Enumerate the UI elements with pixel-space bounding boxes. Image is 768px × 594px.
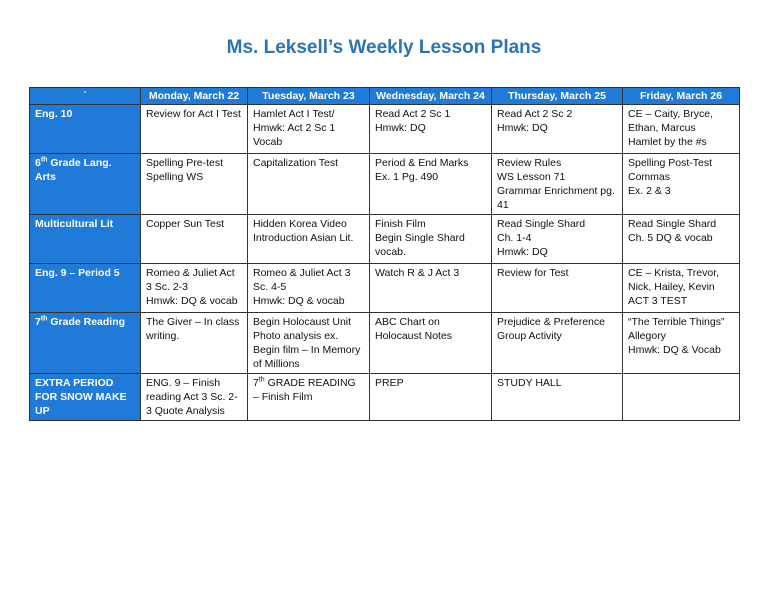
plan-cell-friday <box>623 105 740 154</box>
plan-line: CE – Krista, Trevor, Nick, Hailey, Kevin <box>628 267 720 293</box>
plan-line: Read Act 2 Sc 2 <box>497 108 573 120</box>
plan-cell-monday <box>141 264 248 313</box>
plan-line: STUDY HALL <box>497 377 562 389</box>
plan-line: Hmwk: DQ & Vocab <box>628 344 721 356</box>
plan-cell-friday <box>623 374 740 421</box>
plan-line: PREP <box>375 377 404 389</box>
plan-cell-wednesday <box>370 105 492 154</box>
plan-cell-tuesday <box>248 264 370 313</box>
plan-cell-tuesday <box>248 154 370 215</box>
plan-cell-friday <box>623 215 740 264</box>
class-label-text: Multicultural Lit <box>35 218 114 230</box>
plan-line: Review for Test <box>497 267 569 279</box>
class-label-rest: Grade Reading <box>47 316 126 328</box>
table-row <box>30 105 740 154</box>
plan-line: Read Act 2 Sc 1 <box>375 108 451 120</box>
plan-line: Hmwk: DQ <box>375 122 426 134</box>
plan-line: Prejudice & Preference Group Activity <box>497 316 605 342</box>
plan-cell-tuesday <box>248 215 370 264</box>
page-title: Ms. Leksell’s Weekly Lesson Plans <box>226 37 542 58</box>
plan-cell-wednesday <box>370 374 492 421</box>
plan-line: Introduction Asian Lit. <box>253 232 354 244</box>
class-label <box>30 105 141 154</box>
plan-cell-friday <box>623 154 740 215</box>
plan-line: ACT 3 TEST <box>628 295 688 307</box>
plan-cell-wednesday <box>370 154 492 215</box>
plan-cell-friday <box>623 313 740 374</box>
plan-line: Romeo & Juliet Act 3 Sc. 4-5 <box>253 267 351 293</box>
class-label-text: Eng. 9 – Period 5 <box>35 267 120 279</box>
plan-cell-thursday <box>492 374 623 421</box>
plan-line: Hmwk: DQ <box>497 122 548 134</box>
plan-cell-tuesday <box>248 313 370 374</box>
plan-line: Spelling Post-Test <box>628 157 713 169</box>
plan-line: Read Single Shard <box>497 218 586 230</box>
plan-line: Hamlet by the #s <box>628 136 707 148</box>
plan-cell-thursday <box>492 215 623 264</box>
class-label-text: 7 <box>35 316 41 328</box>
plan-line: ABC Chart on Holocaust Notes <box>375 316 453 342</box>
plan-cell-monday <box>141 215 248 264</box>
plan-cell-thursday <box>492 154 623 215</box>
plan-line: Ex. 2 & 3 <box>628 185 671 197</box>
plan-line: Begin Single Shard vocab. <box>375 232 465 258</box>
plan-line: Review Rules <box>497 157 562 169</box>
day-header-thursday: Thursday, March 25 <box>492 88 623 105</box>
day-header-wednesday: Wednesday, March 24 <box>370 88 492 105</box>
plan-line: Ch. 5 DQ & vocab <box>628 232 713 244</box>
class-label <box>30 215 141 264</box>
plan-cell-thursday <box>492 264 623 313</box>
plan-line: Begin Holocaust Unit <box>253 316 352 328</box>
plan-line: “The Terrible Things” Allegory <box>628 316 725 342</box>
plan-line: Hmwk: DQ & vocab <box>253 295 345 307</box>
plan-line: Hmwk: DQ <box>497 246 548 258</box>
plan-cell-wednesday <box>370 215 492 264</box>
plan-cell-friday <box>623 264 740 313</box>
plan-cell-wednesday <box>370 264 492 313</box>
table-row <box>30 264 740 313</box>
plan-cell-thursday <box>492 105 623 154</box>
plan-line: Watch R & J Act 3 <box>375 267 460 279</box>
plan-cell-thursday <box>492 313 623 374</box>
plan-line: Hidden Korea Video <box>253 218 347 230</box>
class-label-text: EXTRA PERIOD FOR SNOW MAKE UP <box>35 377 127 417</box>
plan-line: CE – Caity, Bryce, Ethan, Marcus <box>628 108 713 134</box>
lesson-plan-table <box>29 87 740 421</box>
class-label <box>30 374 141 421</box>
class-label-text: 6 <box>35 157 41 169</box>
day-header-monday: Monday, March 22 <box>141 88 248 105</box>
class-label <box>30 313 141 374</box>
plan-line: Hmwk: DQ & vocab <box>146 295 238 307</box>
plan-cell-monday <box>141 154 248 215</box>
plan-line: Period & End Marks <box>375 157 469 169</box>
class-label-superscript: th <box>40 315 48 323</box>
class-label <box>30 264 141 313</box>
header-row <box>30 88 740 105</box>
plan-line: WS Lesson 71 <box>497 171 566 183</box>
plan-line: Spelling Pre-test <box>146 157 224 169</box>
plan-line: The Giver – In class writing. <box>146 316 240 342</box>
plan-cell-monday <box>141 313 248 374</box>
table-row <box>30 374 740 421</box>
plan-line: 7th GRADE READING – Finish Film <box>253 376 356 403</box>
plan-line: Commas <box>628 171 671 183</box>
plan-cell-wednesday <box>370 313 492 374</box>
plan-line: Finish Film <box>375 218 426 230</box>
plan-cell-monday <box>141 374 248 421</box>
plan-line: Grammar Enrichment pg. 41 <box>497 185 615 211</box>
class-label-rest: Grade Lang. Arts <box>35 157 112 183</box>
plan-cell-tuesday <box>248 105 370 154</box>
plan-line: Capitalization Test <box>253 157 339 169</box>
plan-line: Hamlet Act I Test/ Hmwk: Act 2 Sc 1 Vocab <box>253 108 336 148</box>
table-row <box>30 154 740 215</box>
plan-line: Ch. 1-4 <box>497 232 532 244</box>
plan-line: Copper Sun Test <box>146 218 225 230</box>
plan-line: Spelling WS <box>146 171 204 183</box>
day-header-tuesday: Tuesday, March 23 <box>248 88 370 105</box>
plan-line: Begin film – In Memory of Millions <box>253 344 361 370</box>
plan-line: Romeo & Juliet Act 3 Sc. 2-3 <box>146 267 235 293</box>
table-row <box>30 313 740 374</box>
corner-cell: ` <box>30 88 141 105</box>
day-header-friday: Friday, March 26 <box>623 88 740 105</box>
class-label <box>30 154 141 215</box>
class-label-superscript: th <box>40 156 48 164</box>
plan-cell-monday <box>141 105 248 154</box>
plan-line: ENG. 9 – Finish reading Act 3 Sc. 2-3 Quote Analysis <box>146 377 238 417</box>
plan-line: Ex. 1 Pg. 490 <box>375 171 439 183</box>
plan-line: Review for Act I Test <box>146 108 241 120</box>
plan-line: Photo analysis ex. <box>253 330 339 342</box>
table-row <box>30 215 740 264</box>
plan-line: Read Single Shard <box>628 218 717 230</box>
plan-cell-tuesday <box>248 374 370 421</box>
superscript: th <box>258 376 265 384</box>
class-label-text: Eng. 10 <box>35 108 73 120</box>
